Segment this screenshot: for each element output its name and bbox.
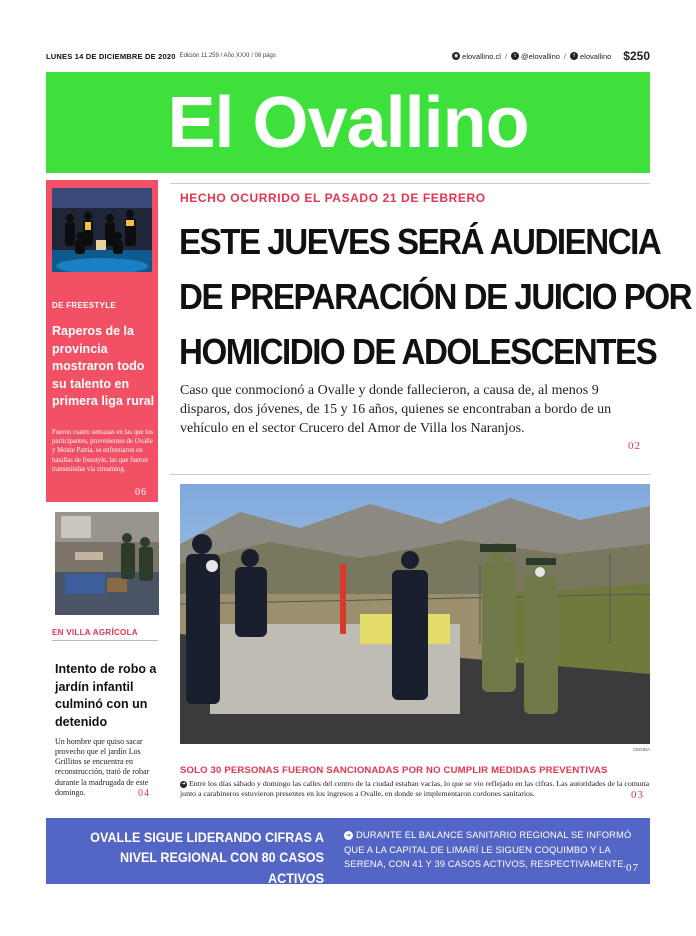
divider [170,183,650,184]
headline-line: DE PREPARACIÓN DE JUICIO POR [179,276,692,317]
kindergarten-page-ref: 04 [138,788,150,799]
kindergarten-photo [55,512,159,615]
kindergarten-summary: Un hombre que quiso sacar provecho que el jardín Los Grillitos se encuentra en reconstrucción, trató de robar durante la madrugada de este domingo. [55,737,150,797]
main-deck: Caso que conmocionó a Ovalle y donde fallecieron, a causa de, al menos 9 disparos, dos jóvenes, de 15 y 16 años, quienes se encontraban a bordo de un vehículo en el sector Crucero del Amor de Villa los Naranjos. [180,383,612,436]
photo-caption [180,779,650,799]
social-links [452,49,650,63]
main-page-ref: 02 [628,440,641,452]
main-kicker: HECHO OCURRIDO EL PASADO 21 DE FEBRERO [180,191,486,205]
headline-line: HOMICIDIO DE ADOLESCENTES [179,331,657,372]
website-link[interactable]: elovallino.cl [462,51,501,61]
freestyle-kicker: DE FREESTYLE [52,301,117,310]
freestyle-headline[interactable]: Raperos de la provincia mostraron todo su talento en primera liga rural [52,324,155,408]
arrow-right-icon: ➜ [181,780,186,787]
top-strip [46,48,650,64]
photo-caption-text: Entre los días sábado y domingo las calles del centro de la ciudad estaban vacías, lo que se vio reflejado en las cifras. Las autoridades de la comuna junto a carabineros estuvieron presentes en los ingresos a Ovalle, en donde se implementaron cordones sanitarios. [180,779,650,798]
main-headline[interactable] [179,214,692,379]
photo-credit: CEDIDA [633,747,651,752]
kindergarten-headline[interactable]: Intento de robo a jardín infantil culminó con un detenido [55,662,157,729]
covid-band-title[interactable]: OVALLE SIGUE LIDERANDO CIFRAS A NIVEL REGIONAL CON 80 CASOS ACTIVOS [90,829,324,886]
divider [170,474,650,475]
kindergarten-kicker: EN VILLA AGRÍCOLA [52,628,138,637]
issue-date: LUNES 14 DE DICIEMBRE DE 2020 [46,51,176,61]
masthead [46,72,650,173]
twitter-icon: t [511,52,519,60]
facebook-link[interactable]: elovallino [580,51,612,61]
separator: / [563,51,567,61]
covid-band-text [344,828,644,872]
freestyle-summary: Fueron cuatro semanas en las que los participantes, provenientes de Ovalle y Monte Patria, se enfrentaron en batallas de freestyle, las que fueron transmitidas vía streaming. [52,429,154,473]
checkpoint-photo [180,484,650,744]
web-icon: ◉ [453,53,459,59]
photo-page-ref: 03 [631,789,644,801]
covid-page-ref: 07 [626,862,639,874]
freestyle-page-ref: 06 [135,487,147,498]
facebook-icon: f [570,52,578,60]
divider [52,640,158,641]
freestyle-photo [52,188,152,272]
arrow-right-icon: ➜ [345,832,352,840]
twitter-link[interactable]: @elovallino [521,51,560,61]
photo-kicker: SOLO 30 PERSONAS FUERON SANCIONADAS POR NO CUMPLIR MEDIDAS PREVENTIVAS [180,765,608,776]
price: $250 [623,49,650,63]
separator: / [504,51,508,61]
covid-band-body: DURANTE EL BALANCE SANITARIO REGIONAL SE INFORMÓ QUE A LA CAPITAL DE LIMARÍ LE SIGUEN COQUIMBO Y LA SERENA, CON 41 Y 39 CASOS ACTIVOS, RESPECTIVAMENTE. [344,829,632,870]
masthead-title: El Ovallino [167,82,529,163]
edition-info: Edición 11.259 / Año XXXI / 08 págs [179,53,276,59]
headline-line: ESTE JUEVES SERÁ AUDIENCIA [179,221,661,262]
